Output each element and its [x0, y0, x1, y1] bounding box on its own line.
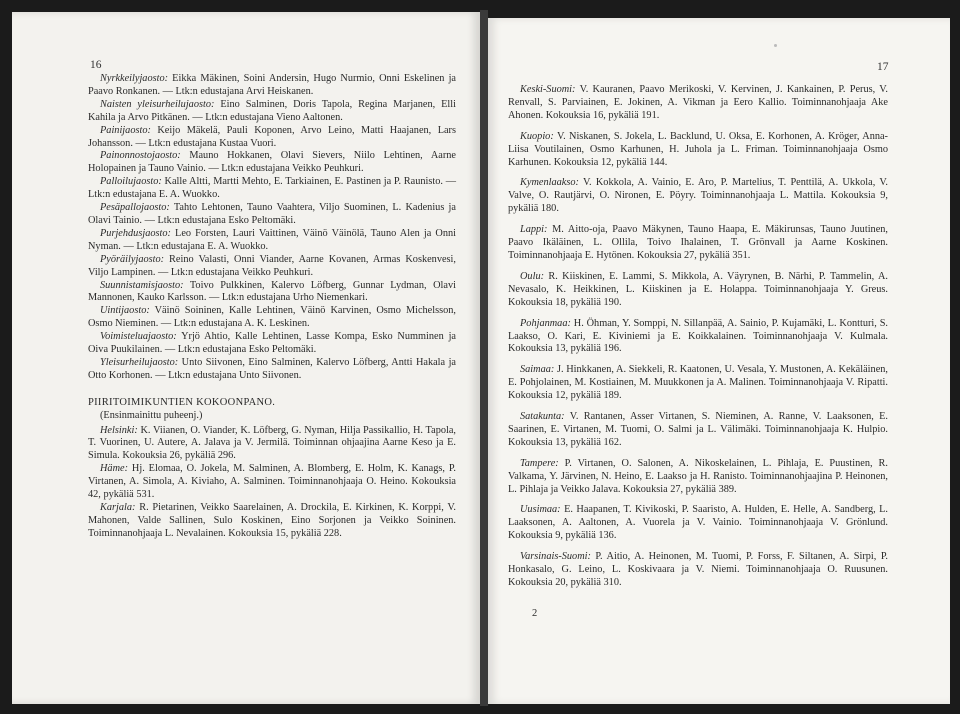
committee-list [88, 73, 456, 383]
district-entry [508, 504, 888, 543]
district-entry-text: P. Aitio, A. Heinonen, M. Tuomi, P. Forss, F. Siltanen, A. Sirpi, P. Honkasalo, G. Leino, L. Koskivaara ja V. Niemi. Toiminnanohjaaja O. Ruusunen. Kokouksia 20, pykäliä 310. [508, 551, 888, 588]
district-entry [508, 271, 888, 310]
district-entry-text: H. Öhman, Y. Somppi, N. Sillanpää, A. Sainio, P. Kujamäki, L. Kontturi, S. Laakso, O. Kari, E. Kiviniemi ja E. Koikkalainen. Toiminnanohjaaja V. Kulmala. Kokouksia 13, pykäliä 196. [508, 317, 888, 355]
district-entry-text: V. Kokkola, A. Vainio, E. Aro, P. Martelius, T. Penttilä, A. Ukkola, V. Valve, O. Rautjärvi, O. Nironen, E. Pöyry. Toiminnanohjaaja L. Mattila. Kokouksia 9, pykäliä 180. [508, 177, 888, 215]
district-entry-text: K. Viianen, O. Viander, K. Löfberg, G. Nyman, Hilja Passikallio, H. Tapola, T. Vuorinen, U. Autere, A. Jalava ja V. Jermilä. Toiminnan ohjaajina Aarne Keso ja E. Simula. Kokouksia 26, pykäliä 296. [88, 424, 456, 462]
district-entry-label: Häme: [100, 463, 129, 475]
district-entry-label: Uusimaa: [520, 504, 561, 516]
district-entry-text: V. Niskanen, S. Jokela, L. Backlund, U. Oksa, E. Korhonen, A. Kröger, Anna-Liisa Voutilainen, Osmo Karhunen, H. Juhola ja L. Friman. Toiminnanohjaaja Osmo Karhunen. Kokouksia 12, pykäliä 144. [508, 130, 888, 168]
book-spine [480, 10, 488, 706]
committee-entry [88, 73, 456, 99]
district-entry-label: Tampere: [520, 457, 559, 469]
district-entry [88, 425, 456, 464]
committee-entry-label: Yleisurheilujaosto: [100, 356, 179, 368]
committee-entry-text: Eino Salminen, Doris Tapola, Regina Marjanen, Elli Kahila ja Arvo Pitkänen. — Ltk:n edustajana Vieno Aaltonen. [88, 98, 456, 123]
district-entry-label: Kuopio: [520, 130, 554, 142]
district-entry-text: M. Aitto-oja, Paavo Mäkynen, Tauno Haapa, E. Mäkirunsas, Tauno Juutinen, Paavo Ikäläinen, L. Ollila, Toivo Ihalainen, T. Grönvall ja Aarne Koskinen. Toiminnanohjaaja E. Hytönen. Kokouksia 27, pykäliä 351. [508, 224, 888, 261]
district-entry [88, 502, 456, 541]
committee-entry [88, 280, 456, 306]
district-entry [508, 551, 888, 590]
committee-entry-text: Väinö Soininen, Kalle Lehtinen, Väinö Karvinen, Osmo Michelsson, Osmo Nieminen. — Ltk:n edustajana A. K. Leskinen. [88, 305, 456, 330]
left-page [12, 12, 480, 704]
committee-entry [88, 99, 456, 125]
district-entry [508, 84, 888, 123]
committee-entry [88, 254, 456, 280]
committee-entry [88, 228, 456, 254]
district-entry-label: Saimaa: [520, 364, 555, 376]
committee-entry-text: Leo Forsten, Lauri Vaittinen, Väinö Väinölä, Tauno Alen ja Onni Nyman. — Ltk:n edustajana E. A. Wuokko. [88, 227, 456, 252]
committee-entry-text: Kalle Altti, Martti Mehto, E. Tarkiainen, E. Pastinen ja P. Raunisto. — Ltk:n edustajana E. A. Wuokko. [88, 176, 456, 201]
committee-entry-label: Suunnistamisjaosto: [100, 279, 184, 291]
section-heading: PIIRITOIMIKUNTIEN KOKOONPANO. [88, 396, 276, 408]
committee-entry-text: Yrjö Ahtio, Kalle Lehtinen, Lasse Kompa, Esko Numminen ja Oiva Puukilainen. — Ltk:n edustajana Esko Peltomäki. [88, 331, 456, 356]
committee-entry-label: Painonnostojaosto: [100, 150, 181, 162]
committee-entry [88, 176, 456, 202]
district-entry-label: Pohjanmaa: [520, 317, 571, 329]
district-entry-text: V. Kauranen, Paavo Merikoski, V. Kervinen, J. Kankainen, P. Perus, V. Renvall, S. Parviainen, E. Jokinen, A. Vikman ja Eero Kallio. Toiminnanohjaaja Ake Ahonen. Kokouksia 16, pykäliä 191. [508, 84, 888, 121]
committee-entry [88, 357, 456, 383]
committee-entry [88, 125, 456, 151]
district-entry-label: Lappi: [520, 224, 548, 236]
committee-entry [88, 331, 456, 357]
committee-entry-label: Voimisteluajaosto: [100, 331, 177, 343]
committee-entry-label: Nyrkkeilyjaosto: [100, 73, 169, 84]
committee-entry-label: Pyöräilyjaosto: [100, 253, 165, 265]
district-entry-text: V. Rantanen, Asser Virtanen, S. Nieminen, A. Ranne, V. Laaksonen, E. Saarinen, E. Virtanen, M. Tuomi, O. Salmi ja L. Välimäki. Toiminnanohjaaja K. Hulpio. Kokouksia 13, pykäliä 162. [508, 411, 888, 448]
right-page [488, 18, 950, 704]
committee-entry-text: Eikka Mäkinen, Soini Andersin, Hugo Nurmio, Onni Eskelinen ja Paavo Ronkanen. — Ltk:n edustajana Arvi Heiskanen. [88, 73, 456, 97]
district-entry [508, 411, 888, 450]
paper-speck [774, 44, 777, 47]
left-column [88, 73, 456, 541]
district-entry-text: P. Virtanen, O. Salonen, A. Nikoskelainen, L. Pihlaja, E. Puustinen, R. Valkama, Y. Järvinen, N. Heino, E. Laakso ja H. Ranisto. Toiminnanohjaajina P. Heinonen, L. Pihlaja ja Veikko Jalava. Kokouksia 27, pykäliä 389. [508, 457, 888, 495]
district-entry-label: Karjala: [100, 502, 136, 513]
district-entry [508, 224, 888, 263]
committee-entry-text: Tahto Lehtonen, Tauno Vaahtera, Viljo Suominen, L. Kadenius ja Olavi Tainio. — Ltk:n edustajana Esko Peltomäki. [88, 202, 456, 226]
district-entry-text: E. Haapanen, T. Kivikoski, P. Saaristo, A. Hulden, E. Helle, A. Sandberg, L. Laaksonen, A. Aaltonen, A. Vuorela ja V. Vainio. Toiminnanohjaaja V. Grönlund. Kokouksia 9, pykäliä 136. [508, 504, 888, 542]
page-number-left: 16 [90, 59, 102, 71]
section-subnote: (Ensinmainittu puheenj.) [100, 409, 203, 421]
committee-entry [88, 202, 456, 228]
committee-entry-label: Purjehdusjaosto: [100, 227, 171, 239]
district-entry-label: Oulu: [520, 270, 545, 282]
district-entry [508, 458, 888, 497]
page-number-right: 17 [877, 61, 889, 73]
committee-entry [88, 305, 456, 331]
committee-entry-label: Pesäpallojaosto: [100, 202, 170, 214]
committee-entry-label: Palloilujaosto: [100, 176, 162, 188]
district-entry [508, 177, 888, 216]
committee-entry [88, 150, 456, 176]
district-entry-label: Kymenlaakso: [520, 177, 579, 189]
district-list-right [508, 84, 888, 590]
district-list-left [88, 425, 456, 541]
district-entry-text: R. Pietarinen, Veikko Saarelainen, A. Drockila, E. Kirkinen, K. Korppi, V. Mahonen, Valde Sallinen, Sulo Koskinen, Eino Sorjonen ja Veikko Soininen. Toiminnanohjaaja L. Nevalainen. Kokouksia 15, pykäliä 228. [88, 502, 456, 539]
district-entry [508, 364, 888, 403]
district-entry [88, 463, 456, 502]
district-entry-text: J. Hinkkanen, A. Siekkeli, R. Kaatonen, U. Vesala, Y. Mustonen, A. Kekäläinen, E. Pohjolainen, M. Kostiainen, M. Muukkonen ja A. Malinen. Toiminnanohjaaja V. Ripatti. Kokouksia 12, pykäliä 189. [508, 364, 888, 402]
district-entry [508, 318, 888, 357]
district-entry-text: Hj. Elomaa, O. Jokela, M. Salminen, A. Blomberg, E. Holm, K. Kanags, P. Virtanen, A. Simola, A. Kiviaho, A. Salminen. Toiminnanohjaaja O. Heino. Kokouksia 42, pykäliä 531. [88, 463, 456, 501]
committee-entry-label: Painijaosto: [100, 124, 151, 136]
district-entry-text: R. Kiiskinen, E. Lammi, S. Mikkola, A. Väyrynen, B. Närhi, P. Tammelin, A. Nevasalo, K. Heikkinen, L. Kiiskinen ja E. Holappa. Toiminnanohjaaja Y. Greus. Kokouksia 18, pykäliä 190. [508, 270, 888, 308]
district-entry-label: Helsinki: [100, 424, 138, 436]
footer-number: 2 [532, 608, 538, 619]
committee-entry-text: Unto Siivonen, Eino Salminen, Kalervo Löfberg, Antti Hakala ja Otto Korhonen. — Ltk:n edustajana Unto Siivonen. [88, 356, 456, 381]
committee-entry-text: Toivo Pulkkinen, Kalervo Löfberg, Gunnar Lydman, Olavi Mannonen, Kauko Karlsson. — Ltk:n edustajana Urho Niemenkari. [88, 279, 456, 304]
district-entry [508, 131, 888, 170]
district-entry-label: Keski-Suomi: [520, 84, 576, 95]
right-column [508, 84, 888, 590]
committee-entry-label: Uintijaosto: [100, 305, 150, 317]
committee-entry-text: Mauno Hokkanen, Olavi Sievers, Niilo Lehtinen, Aarne Holopainen ja Tauno Vainio. — Ltk:n edustajana Veikko Peuhkuri. [88, 150, 456, 175]
district-entry-label: Varsinais-Suomi: [520, 551, 591, 563]
committee-entry-text: Reino Valasti, Onni Viander, Aarne Kovanen, Armas Koskenvesi, Viljo Lampinen. — Ltk:n edustajana Veikko Peuhkuri. [88, 253, 456, 278]
committee-entry-text: Keijo Mäkelä, Pauli Koponen, Arvo Leino, Matti Haajanen, Lars Johansson. — Ltk:n edustajana Kustaa Vuori. [88, 124, 456, 149]
district-entry-label: Satakunta: [520, 411, 565, 423]
committee-entry-label: Naisten yleisurheilujaosto: [100, 98, 215, 110]
